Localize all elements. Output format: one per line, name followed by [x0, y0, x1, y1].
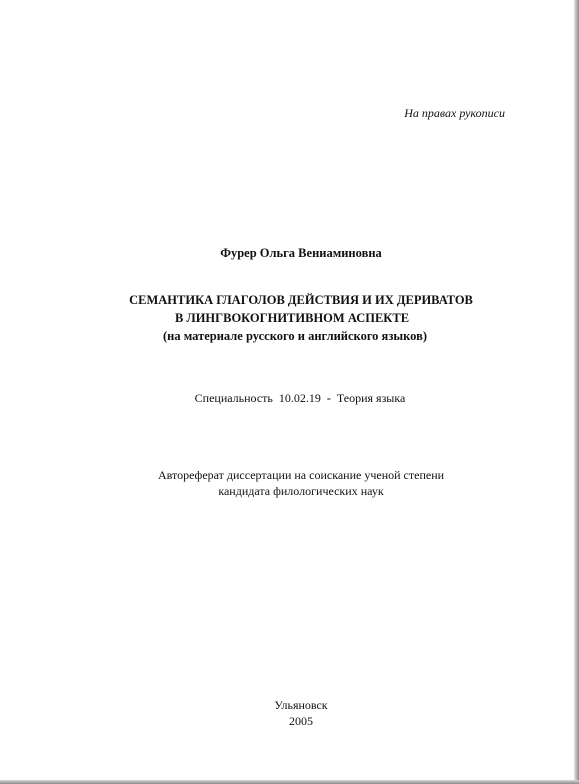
speciality-label: Специальность [194, 391, 273, 405]
title-line-2: В ЛИНГВОКОГНИТИВНОМ АСПЕКТЕ [174, 311, 410, 325]
speciality-code: 10.02.19 [278, 391, 321, 405]
rights-note: На правах рукописи [404, 106, 505, 120]
title-line-3: (на материале русского и английского языков) [162, 329, 427, 343]
abstract-line-2: кандидата филологических наук [218, 484, 384, 498]
author-name: Фурер Ольга Вениаминовна [220, 246, 382, 260]
year: 2005 [289, 714, 313, 728]
city: Ульяновск [274, 698, 328, 712]
page-shadow-bottom [0, 780, 579, 784]
title-line-1: СЕМАНТИКА ГЛАГОЛОВ ДЕЙСТВИЯ И ИХ ДЕРИВАТОВ [129, 293, 473, 307]
speciality-line [0, 391, 579, 406]
abstract-line-1: Автореферат диссертации на соискание ученой степени [157, 468, 445, 482]
speciality-separator: - [326, 391, 331, 405]
speciality-name: Теория языка [336, 391, 406, 405]
page-shadow-right [574, 0, 579, 784]
